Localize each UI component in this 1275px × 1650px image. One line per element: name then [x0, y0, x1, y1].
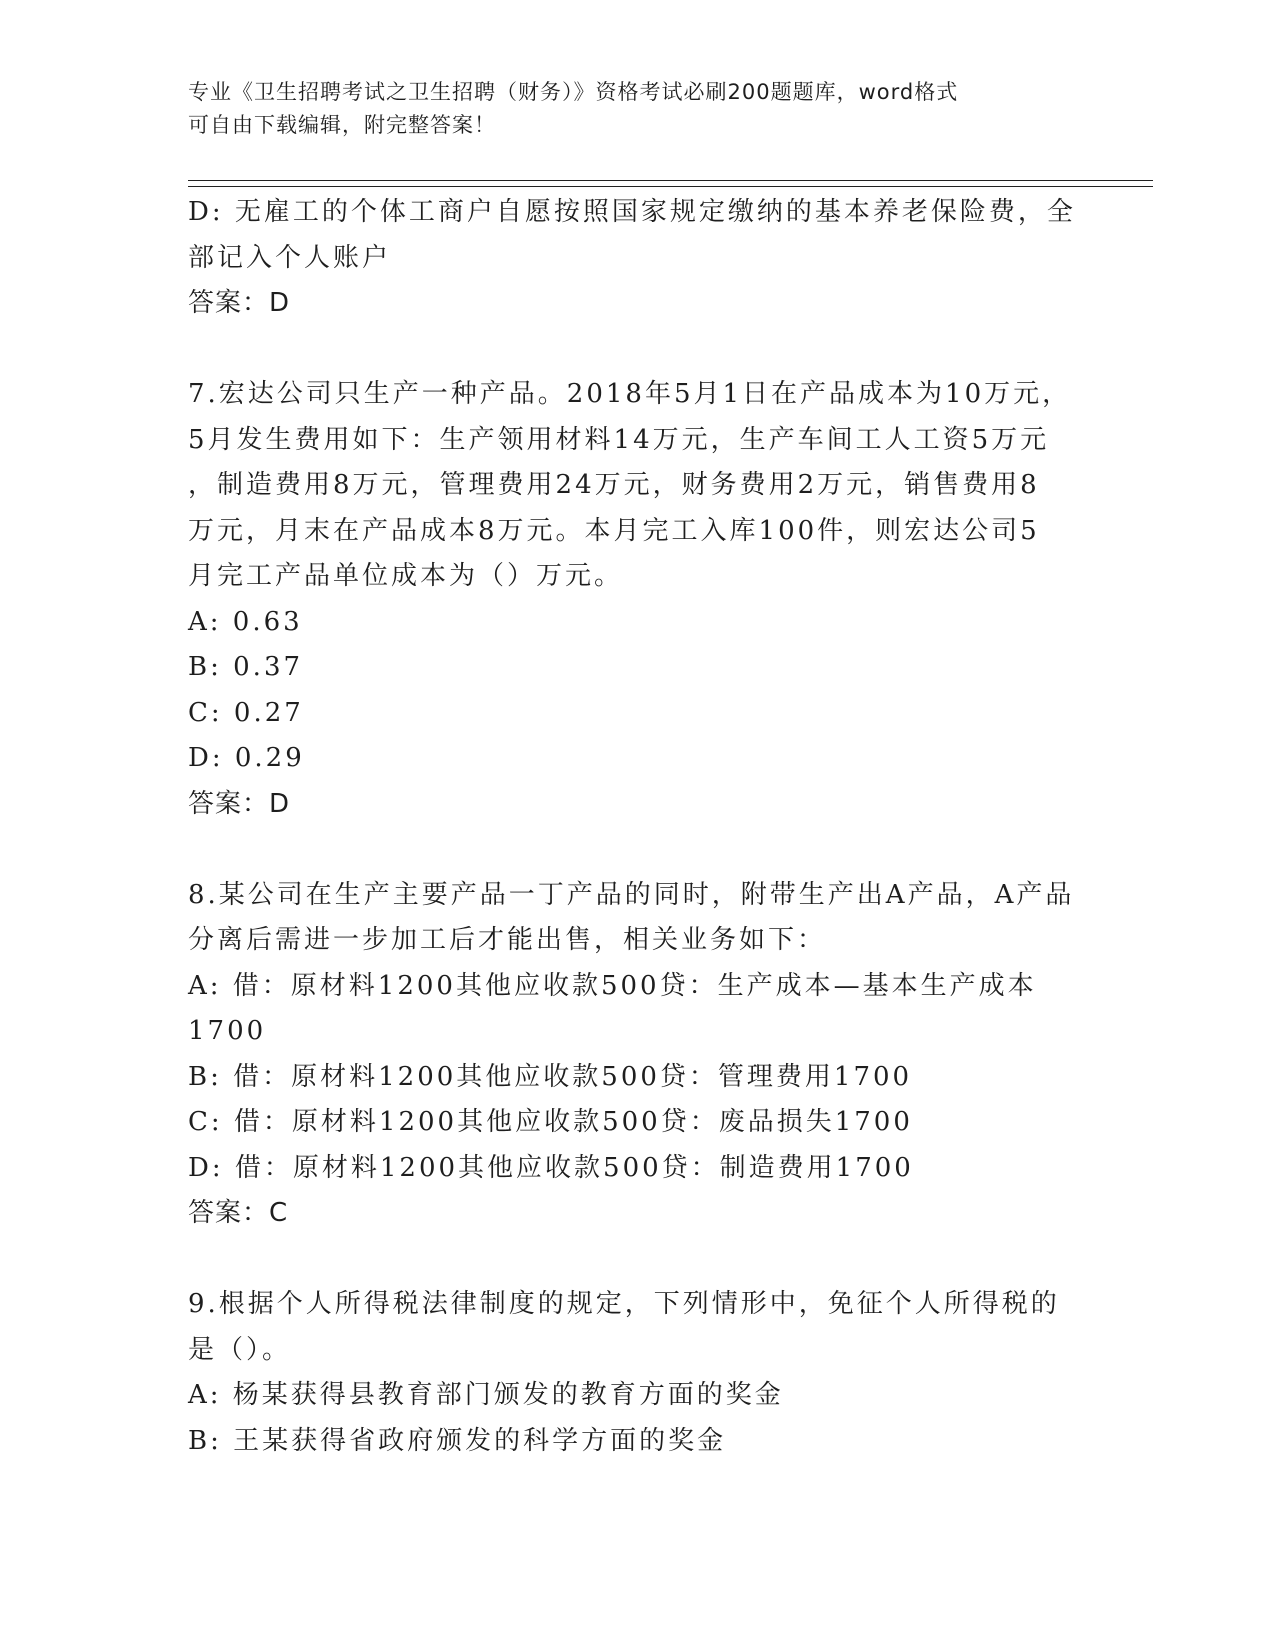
question-6-tail — [188, 190, 1128, 327]
q8-answer: 答案：C — [188, 1198, 289, 1228]
q9-option-b: B: 王某获得省政府颁发的科学方面的奖金 — [188, 1425, 727, 1456]
header-rule-top — [188, 180, 1153, 181]
q7-option-c: C: 0.27 — [188, 697, 304, 728]
q7-stem-line: ，制造费用8万元，管理费用24万元，财务费用2万元，销售费用8 — [188, 470, 1040, 500]
q7-option-b: B: 0.37 — [188, 652, 304, 682]
q9-stem-line: 是（）。 — [188, 1334, 292, 1365]
q7-stem-line: 万元，月末在产品成本8万元。本月完工入库100件，则宏达公司5 — [188, 515, 1040, 546]
q6-answer: 答案：D — [188, 288, 291, 318]
q8-option-a-line-1: A: 借：原材料1200其他应收款500贷：生产成本—基本生产成本 — [188, 970, 1037, 1001]
q6-option-d-line-2: 部记入个人账户 — [188, 242, 392, 273]
spacer — [188, 827, 1128, 873]
q8-stem-line: 分离后需进一步加工后才能出售，相关业务如下： — [188, 925, 827, 955]
q7-option-d: D: 0.29 — [188, 743, 305, 773]
q8-option-a-line-2: 1700 — [188, 1016, 267, 1046]
question-content — [188, 190, 1128, 1464]
q8-stem-line: 8.某公司在生产主要产品一丁产品的同时，附带生产出A产品，A产品 — [188, 879, 1075, 910]
question-7 — [188, 372, 1128, 827]
q9-stem-line: 9.根据个人所得税法律制度的规定，下列情形中，免征个人所得税的 — [188, 1289, 1060, 1319]
header-line-2: 可自由下载编辑，附完整答案！ — [188, 113, 496, 137]
q7-answer: 答案：D — [188, 788, 291, 819]
q7-stem-line: 月完工产品单位成本为（）万元。 — [188, 561, 624, 591]
q7-stem-line: 5月发生费用如下：生产领用材料14万元，生产车间工人工资5万元 — [188, 424, 1050, 455]
question-9 — [188, 1282, 1128, 1464]
header-rule-bottom — [188, 186, 1153, 187]
q6-option-d-line-1: D: 无雇工的个体工商户自愿按照国家规定缴纳的基本养老保险费，全 — [188, 197, 1076, 227]
q7-option-a: A: 0.63 — [188, 606, 303, 637]
document-header — [188, 76, 1088, 142]
header-line-1: 专业《卫生招聘考试之卫生招聘（财务）》资格考试必刷200题题库，word格式 — [188, 80, 959, 104]
spacer — [188, 327, 1128, 373]
q9-option-a: A: 杨某获得县教育部门颁发的教育方面的奖金 — [188, 1380, 784, 1410]
question-8 — [188, 873, 1128, 1237]
q8-option-c: C: 借：原材料1200其他应收款500贷：废品损失1700 — [188, 1107, 913, 1137]
q7-stem-line: 7.宏达公司只生产一种产品。2018年5月1日在产品成本为10万元， — [188, 379, 1072, 409]
spacer — [188, 1237, 1128, 1283]
q8-option-b: B: 借：原材料1200其他应收款500贷：管理费用1700 — [188, 1061, 913, 1092]
q8-option-d: D: 借：原材料1200其他应收款500贷：制造费用1700 — [188, 1152, 914, 1183]
